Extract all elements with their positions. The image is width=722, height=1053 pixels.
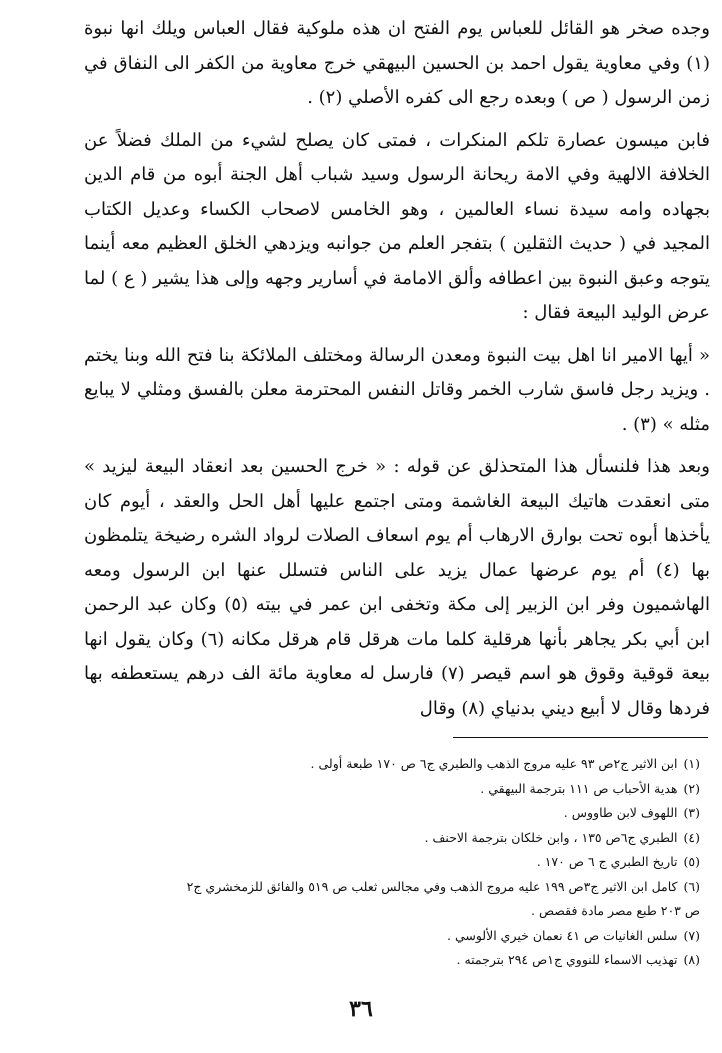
footnote	[76, 777, 700, 802]
footnote	[76, 850, 700, 875]
footnote-number: (٤)	[683, 829, 700, 845]
quote-paragraph: « أيها الامير انا اهل بيت النبوة ومعدن الرسالة ومختلف الملائكة بنا فتح الله وبنا يختم . ويزيد رجل فاسق شارب الخمر وقاتل النفس المحترمة معلن بالفسق ومثلي لا يبايع مثله » (٣) .	[84, 344, 710, 435]
page-number: ٣٦	[349, 996, 373, 1022]
footnote-number: (٧)	[683, 927, 700, 943]
footnote-text: اللهوف لابن طاووس .	[563, 805, 678, 820]
footnote-divider	[453, 737, 708, 738]
main-text	[84, 12, 710, 726]
footnote-text: تهذيب الاسماء للنووي ج١ص ٢٩٤ بترجمته .	[456, 952, 678, 967]
footnote	[76, 948, 700, 973]
paragraph: وبعد هذا فلنسأل هذا المتحذلق عن قوله : « خرج الحسين بعد انعقاد البيعة ليزيد » متى انعقدت هاتيك البيعة الغاشمة ومتى اجتمع عليها أهل الحل والعقد ، أيوم كان يأخذها أبوه تحت بوارق الارهاب أم يوم اسعاف الصلات لرواد الشره رضيخة يتلمظون بها (٤) أم يوم عرضها عمال يزيد على الناس فتسلل عنها ابن الرسول ومعه الهاشميون وفر ابن الزبير إلى مكة وتخفى ابن عمر في بيته (٥) وكان عبد الرحمن ابن أبي بكر يجاهر بأنها هرقلية كلما مات هرقل قام هرقل مكانه (٦) وكان يقول انها بيعة قوقية وقوق هو اسم قيصر (٧) فارسل له معاوية مائة الف درهم يستعطفه بها فردها وقال لا أبيع ديني بدنياي (٨) وقال	[84, 456, 710, 719]
paragraph: وجده صخر هو القائل للعباس يوم الفتح ان هذه ملوكية فقال العباس ويلك انها نبوة (١) وفي معاوية يقول احمد بن الحسين البيهقي خرج معاوية من الكفر الى النفاق في زمن الرسول ( ص ) وبعده رجع الى كفره الأصلي (٢) .	[84, 18, 710, 108]
footnote-text: كامل ابن الاثير ج٣ص ١٩٩ عليه مروج الذهب وفي مجالس ثعلب ص ٥١٩ والفائق للزمخشري ج٢	[186, 878, 678, 894]
footnotes	[76, 752, 700, 973]
footnote-text: ابن الاثير ج٢ص ٩٣ عليه مروج الذهب والطبري ج٦ ص ١٧٠ طبعة أولى .	[310, 756, 678, 771]
footnote	[76, 875, 700, 924]
footnote-number: (٢)	[683, 780, 700, 796]
footnote	[76, 924, 700, 949]
footnote	[76, 826, 700, 851]
paragraph: فابن ميسون عصارة تلكم المنكرات ، فمتى كان يصلح لشيء من الملك فضلاً عن الخلافة الالهية وفي الامة ريحانة الرسول وسيد شباب أهل الجنة أبوه من قام الدين بجهاده وامه سيدة نساء العالمين ، وهو الخامس لاصحاب الكساء وعديل الكتاب المجيد في ( حديث الثقلين ) بتفجر العلم من جوانبه ويزدهي الخلق العظيم معه أينما يتوجه وعبق النبوة بين اعطافه وألق الامامة في أسارير وجهه وإلى هذا يشير ( ع ) لما عرض الوليد البيعة فقال :	[84, 129, 710, 323]
footnote-text: هدية الأحباب ص ١١١ بترجمة البيهقي .	[480, 780, 678, 796]
footnote-number: (٣)	[683, 805, 700, 820]
footnote-text: الطبري ج٦ص ١٣٥ ، وابن خلكان بترجمة الاحنف .	[424, 829, 678, 845]
footnote	[76, 801, 700, 826]
footnote	[76, 752, 700, 777]
footnote-text: سلس الغانيات ص ٤١ نعمان خيري الألوسي .	[447, 927, 678, 943]
footnote-number: (٨)	[683, 952, 700, 967]
footnote-number: (٥)	[683, 854, 700, 869]
footnote-continuation: ص ٢٠٣ طبع مصر مادة فقصص .	[531, 903, 700, 918]
footnote-number: (٦)	[683, 878, 700, 894]
footnote-text: تاريخ الطبري ج ٦ ص ١٧٠ .	[536, 854, 678, 869]
footnote-number: (١)	[683, 756, 700, 771]
